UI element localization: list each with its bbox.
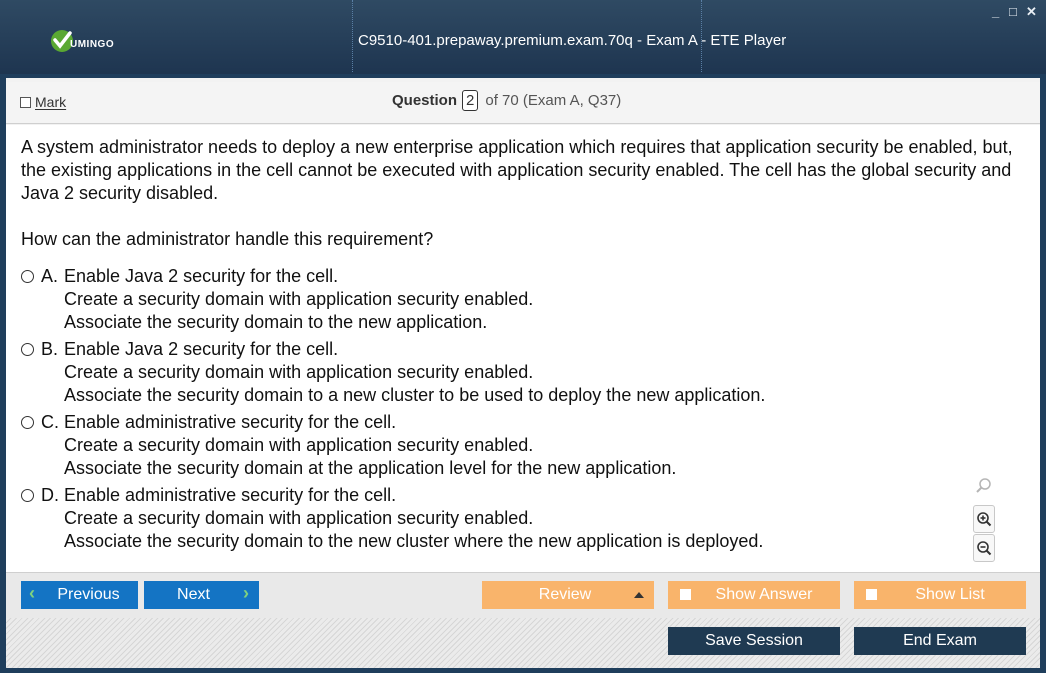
question-panel [6,125,1040,572]
option-line: Enable administrative security for the cell. [64,412,397,432]
chevron-right-icon: › [243,583,249,603]
radio-button[interactable] [21,343,34,356]
option-letter: B. [41,339,59,359]
minimize-button[interactable]: _ [992,4,1000,19]
mark-label: Mark [35,94,67,110]
answer-option-b[interactable] [21,338,765,407]
option-line: Enable Java 2 security for the cell. [64,339,339,359]
end-exam-button[interactable] [854,627,1026,655]
maximize-button[interactable]: □ [1009,4,1017,19]
answer-option-a[interactable] [21,265,533,334]
chevron-left-icon: ‹ [29,583,35,603]
show-list-button[interactable] [854,581,1026,609]
question-label: Question [392,92,458,109]
previous-label: Previous [57,586,120,603]
show-list-label: Show List [915,586,985,603]
option-line: Create a security domain with application security enabled. [64,289,534,309]
option-line: Associate the security domain to the new application. [64,312,488,332]
zoom-out-icon[interactable] [973,534,995,562]
option-line: Create a security domain with application security enabled. [64,508,534,528]
end-exam-label: End Exam [903,632,977,649]
show-answer-button[interactable] [668,581,840,609]
question-number-input[interactable]: 2 [462,90,478,111]
question-total: of 70 (Exam A, Q37) [485,92,622,109]
option-line: Associate the security domain to a new cluster to be used to deploy the new application. [64,385,766,405]
question-header [6,82,1040,124]
option-letter: C. [41,412,59,432]
previous-button[interactable] [21,581,138,609]
option-letter: A. [41,266,59,286]
next-label: Next [177,586,210,603]
zoom-in-icon[interactable] [973,505,995,533]
window-border-right [1040,78,1046,668]
navigation-bar [6,572,1040,618]
checkbox-icon [680,589,691,600]
save-session-label: Save Session [705,632,803,649]
footer-bar [6,618,1040,668]
option-line: Associate the security domain to the new cluster where the new application is deployed. [64,531,764,551]
checkbox-icon[interactable] [20,97,31,108]
magnifier-icon[interactable] [973,475,995,497]
checkbox-icon [866,589,877,600]
radio-button[interactable] [21,489,34,502]
close-button[interactable]: ✕ [1026,4,1037,19]
option-line: Create a security domain with application security enabled. [64,435,534,455]
option-line: Create a security domain with application security enabled. [64,362,534,382]
radio-button[interactable] [21,270,34,283]
option-letter: D. [41,485,59,505]
dropdown-arrow-icon [634,592,644,598]
window-border-bottom [0,668,1046,673]
answer-option-c[interactable] [21,411,676,480]
radio-button[interactable] [21,416,34,429]
option-line: Enable Java 2 security for the cell. [64,266,339,286]
question-counter [392,90,621,111]
show-answer-label: Show Answer [715,586,813,603]
question-text: A system administrator needs to deploy a new enterprise application which requires that application security be enabled, but, the existing applications in the cell cannot be executed with application security enabled. The cell has the global security and Java 2 security disabled. [21,137,1013,203]
title-bar [0,0,1046,78]
title-divider [352,0,353,72]
next-button[interactable] [144,581,259,609]
review-label: Review [538,586,592,603]
question-prompt: How can the administrator handle this requirement? [21,229,434,249]
mark-checkbox[interactable] [20,94,66,110]
option-line: Associate the security domain at the application level for the new application. [64,458,677,478]
review-button[interactable] [482,581,654,609]
save-session-button[interactable] [668,627,840,655]
window-title: C9510-401.prepaway.premium.exam.70q - Exam A - ETE Player [358,32,787,49]
answer-option-d[interactable] [21,484,763,553]
option-line: Enable administrative security for the cell. [64,485,397,505]
logo-text: UMINGO [70,39,115,50]
